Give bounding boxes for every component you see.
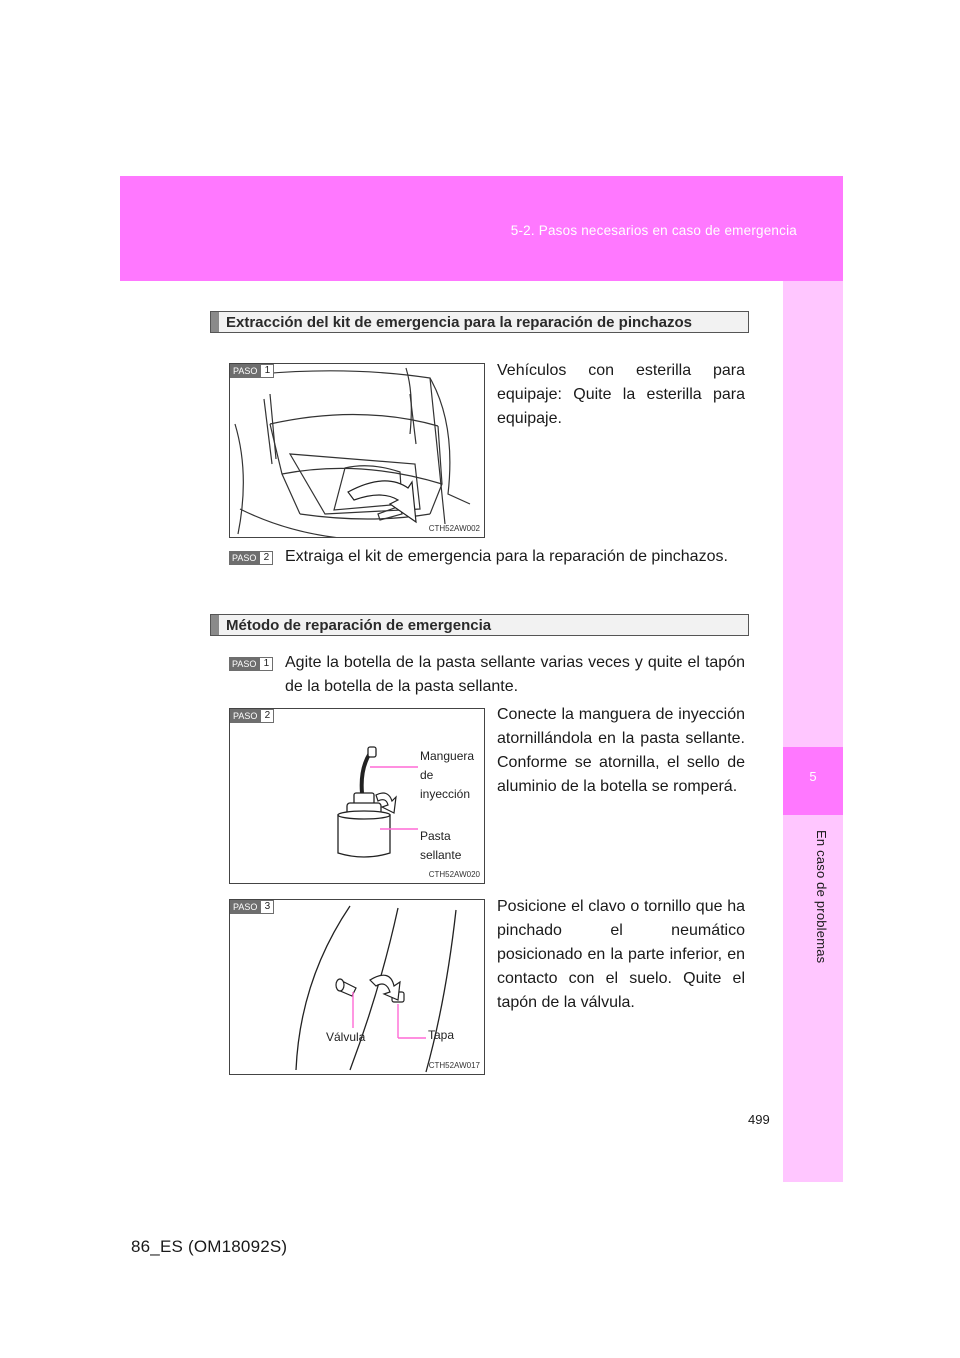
paso-badge: PASO 2 — [230, 709, 274, 723]
label-valve: Válvula — [326, 1030, 366, 1044]
paso-badge-2: PASO 2 — [229, 551, 273, 565]
page-number: 499 — [748, 1112, 770, 1127]
paso-badge: PASO 1 — [230, 364, 274, 378]
s2-step3-text: Posicione el clavo o tornillo que ha pinchado el neumático posicionado en la parte inferior, en contacto con el suelo. Quite el tapón de la válvula. — [497, 898, 745, 1011]
paso-badge: PASO 3 — [230, 900, 274, 914]
header-band — [120, 176, 843, 281]
heading-text: Extracción del kit de emergencia para la reparación de pinchazos — [226, 314, 693, 331]
paso-badge-s2-1: PASO 1 — [229, 657, 273, 671]
chapter-side-bar — [783, 281, 843, 1182]
chapter-title: En caso de problemas — [814, 830, 829, 964]
step2-text: Extraiga el kit de emergencia para la reparación de pinchazos. — [285, 548, 728, 565]
s2-step2-text: Conecte la manguera de inyección atornillándola en la pasta sellante. Conforme se atornilla, el sello de aluminio de la botella se romperá. — [497, 706, 745, 795]
chapter-tab — [783, 747, 843, 815]
figure-code: CTH52AW017 — [428, 1061, 480, 1070]
figure-sealant — [229, 708, 485, 884]
figure-trunk — [229, 363, 485, 538]
figure-code: CTH52AW002 — [428, 524, 480, 533]
s2-step1-text: Agite la botella de la pasta sellante varias veces y quite el tapón de la botella de la pasta sellante. — [285, 654, 745, 695]
section-heading-extraction — [210, 311, 749, 333]
footer-code: 86_ES (OM18092S) — [131, 1237, 288, 1256]
label-hose: Manguera de inyección — [420, 749, 475, 801]
step1-text: Vehículos con esterilla para equipaje: Quite la esterilla para equipaje. — [497, 362, 745, 427]
heading-bar — [211, 312, 219, 332]
section-heading-repair — [210, 614, 749, 636]
section-title: 5-2. Pasos necesarios en caso de emergencia — [510, 223, 797, 238]
chapter-number: 5 — [809, 769, 817, 784]
label-paste: Pasta sellante — [420, 829, 462, 862]
trunk-illustration — [230, 364, 485, 538]
valve-illustration — [230, 900, 485, 1075]
figure-valve — [229, 899, 485, 1075]
label-cap: Tapa — [428, 1028, 455, 1042]
figure-code: CTH52AW020 — [428, 870, 480, 879]
heading-bar — [211, 615, 219, 635]
heading-text: Método de reparación de emergencia — [226, 617, 492, 634]
